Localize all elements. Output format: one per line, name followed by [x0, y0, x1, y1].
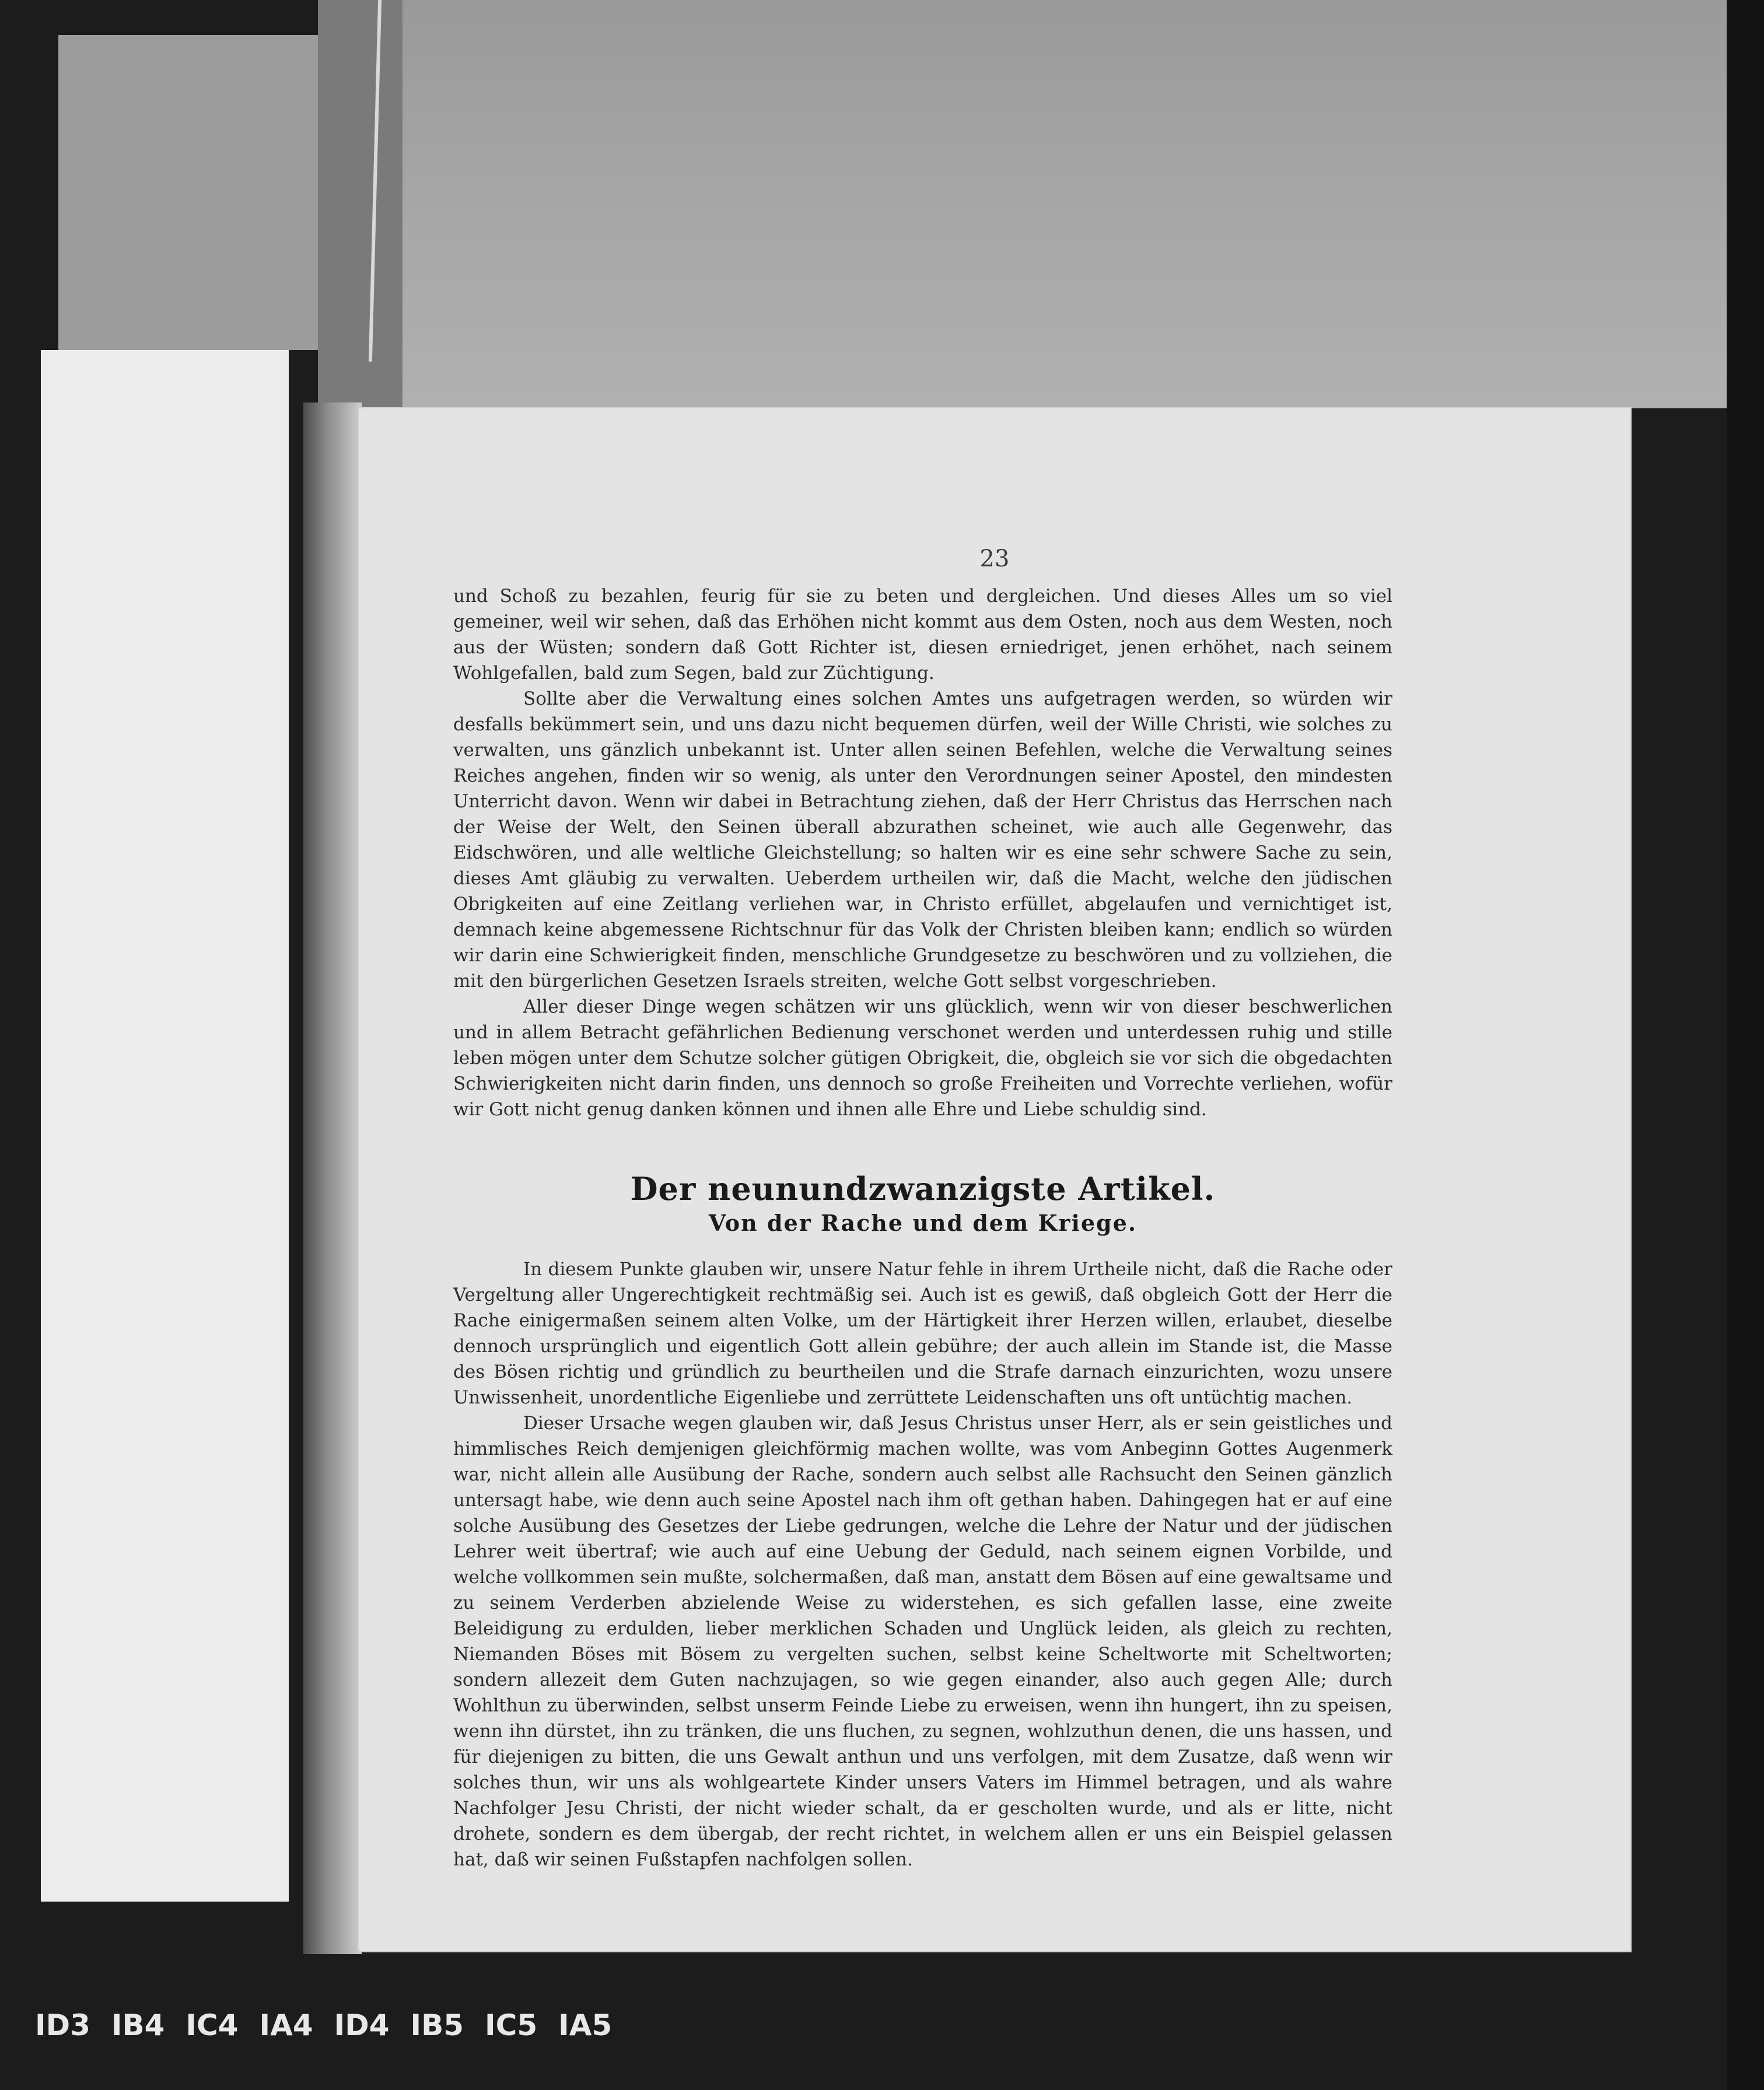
- page-gutter: [303, 402, 362, 1954]
- film-code: IB4: [111, 2008, 165, 2042]
- film-code: IA5: [558, 2008, 612, 2042]
- paragraph-continued: und Schoß zu bezahlen, feurig für sie zu beten und dergleichen. Und dieses Alles um so viel gemeiner, weil wir sehen, daß das Erhöhen nicht kommt aus dem Osten, noch aus dem Westen, noch aus der Wüsten; sondern daß Gott Richter ist, diesen erniedriget, jenen erhöhet, nach seinem Wohlgefallen, bald zum Segen, bald zur Züchtigung.: [453, 586, 1392, 684]
- film-code: IA4: [259, 2008, 313, 2042]
- film-code: IC4: [186, 2008, 239, 2042]
- page-body: [453, 583, 1392, 1872]
- film-code: IC5: [485, 2008, 538, 2042]
- film-frame-codes: [35, 2008, 612, 2066]
- film-edge: [1727, 0, 1764, 2090]
- paragraph: In diesem Punkte glauben wir, unsere Natur fehle in ihrem Urtheile nicht, daß die Rache oder Vergeltung aller Ungerechtigkeit rechtmäßig sei. Auch ist es gewiß, daß obgleich Gott der Herr die Rache einigermaßen seinem alten Volke, um der Härtigkeit ihrer Herzen willen, erlaubet, dieselbe dennoch ursprünglich und eigentlich Gott allein gebühre; der auch allein im Stande ist, die Masse des Bösen richtig und gründlich zu beurtheilen und die Strafe darnach einzurichten, wozu unsere Unwissenheit, unordentliche Eigenliebe und zerrüttete Leidenschaften uns oft untüchtig machen.: [453, 1259, 1392, 1408]
- backdrop-left-sheet: [58, 35, 344, 350]
- backdrop-board: [402, 0, 1764, 408]
- paragraph: Aller dieser Dinge wegen schätzen wir uns glücklich, wenn wir von dieser beschwerlichen und in allem Betracht gefährlichen Bedienung verschonet werden und unterdessen ruhig und stille leben mögen unter dem Schutze solcher gütigen Obrigkeit, die, obgleich sie vor sich die obgedachten Schwierigkeiten nicht darin finden, uns dennoch so große Freiheiten und Vorrechte verliehen, wofür wir Gott nicht genug danken können und ihnen alle Ehre und Liebe schuldig sind.: [453, 996, 1392, 1120]
- page-number: 23: [979, 545, 1010, 572]
- book-spine: [318, 0, 402, 414]
- paragraph: Dieser Ursache wegen glauben wir, daß Jesus Christus unser Herr, als er sein geistliches und himmlisches Reich demjenigen gleichförmig machen wollte, was vom Anbeginn Gottes Augenmerk war, nicht allein alle Ausübung der Rache, sondern auch selbst alle Rachsucht den Seinen gänzlich untersagt habe, wie denn auch seine Apostel nach ihm oft gethan haben. Dahingegen hat er auf eine solche Ausübung des Gesetzes der Liebe gedrungen, welche die Lehre der Natur und der jüdischen Lehrer weit übertraf; wie auch auf eine Uebung der Geduld, nach seinem eignen Vorbilde, und welche vollkommen sein mußte, solchermaßen, daß man, anstatt dem Bösen auf eine gewaltsame und zu seinem Verderben abzielende Weise zu widerstehen, es sich gefallen lasse, eine zweite Beleidigung zu erdulden, lieber merklichen Schaden und Unglück leiden, als gleich zu rechten, Niemanden Böses mit Bösem zu vergelten suchen, selbst keine Scheltworte mit Scheltworten; sondern allezeit dem Guten nachzujagen, so wie gegen einander, also auch gegen Alle; durch Wohlthun zu überwinden, selbst unserm Feinde Liebe zu erweisen, wenn ihn hungert, ihn zu speisen, wenn ihn dürstet, ihn zu tränken, die uns fluchen, zu segnen, wohlzuthun denen, die uns hassen, und für diejenigen zu bitten, die uns Gewalt anthun und uns verfolgen, mit dem Zusatze, daß wenn wir solches thun, wir uns als wohlgeartete Kinder unsers Vaters im Himmel betragen, und als wahre Nachfolger Jesu Christi, der nicht wieder schalt, da er gescholten wurde, und als er litte, nicht drohete, sondern es dem übergab, der recht richtet, in welchem allen er uns ein Beispiel gelassen hat, daß wir seinen Fußstapfen nachfolgen sollen.: [453, 1413, 1392, 1870]
- article-subheading: Von der Rache und dem Kriege.: [708, 1210, 1138, 1236]
- film-code: ID3: [35, 2008, 90, 2042]
- film-code: ID4: [334, 2008, 390, 2042]
- left-page: [41, 350, 289, 1902]
- film-code: IB5: [410, 2008, 464, 2042]
- paragraph: Sollte aber die Verwaltung eines solchen Amtes uns aufgetragen werden, so würden wir desfalls bekümmert sein, und uns dazu nicht bequemen dürfen, weil der Wille Christi, wie solches zu verwalten, uns gänzlich unbekannt ist. Unter allen seinen Befehlen, welche die Verwaltung seines Reiches angehen, finden wir so wenig, als unter den Verordnungen seiner Apostel, den mindesten Unterricht davon. Wenn wir dabei in Betrachtung ziehen, daß der Herr Christus das Herrschen nach der Weise der Welt, den Seinen überall abzurathen scheinet, wie auch alle Gegenwehr, das Eidschwören, und alle weltliche Gleichstellung; so halten wir es eine sehr schwere Sache zu sein, dieses Amt gläubig zu verwalten. Ueberdem urtheilen wir, daß die Macht, welche den jüdischen Obrigkeiten auf eine Zeitlang verliehen war, in Christo erfüllet, abgelaufen und vernichtiget ist, demnach keine abgemessene Richtschnur für das Volk der Christen bleiben kann; endlich so würden wir darin eine Schwierigkeit finden, menschliche Grundgesetze zu beschwören und zu vollziehen, die mit den bürgerlichen Gesetzen Israels streiten, welche Gott selbst vorgeschrieben.: [453, 688, 1392, 992]
- article-heading: Der neunundzwanzigste Artikel.: [630, 1170, 1216, 1207]
- document-page: [359, 408, 1630, 1951]
